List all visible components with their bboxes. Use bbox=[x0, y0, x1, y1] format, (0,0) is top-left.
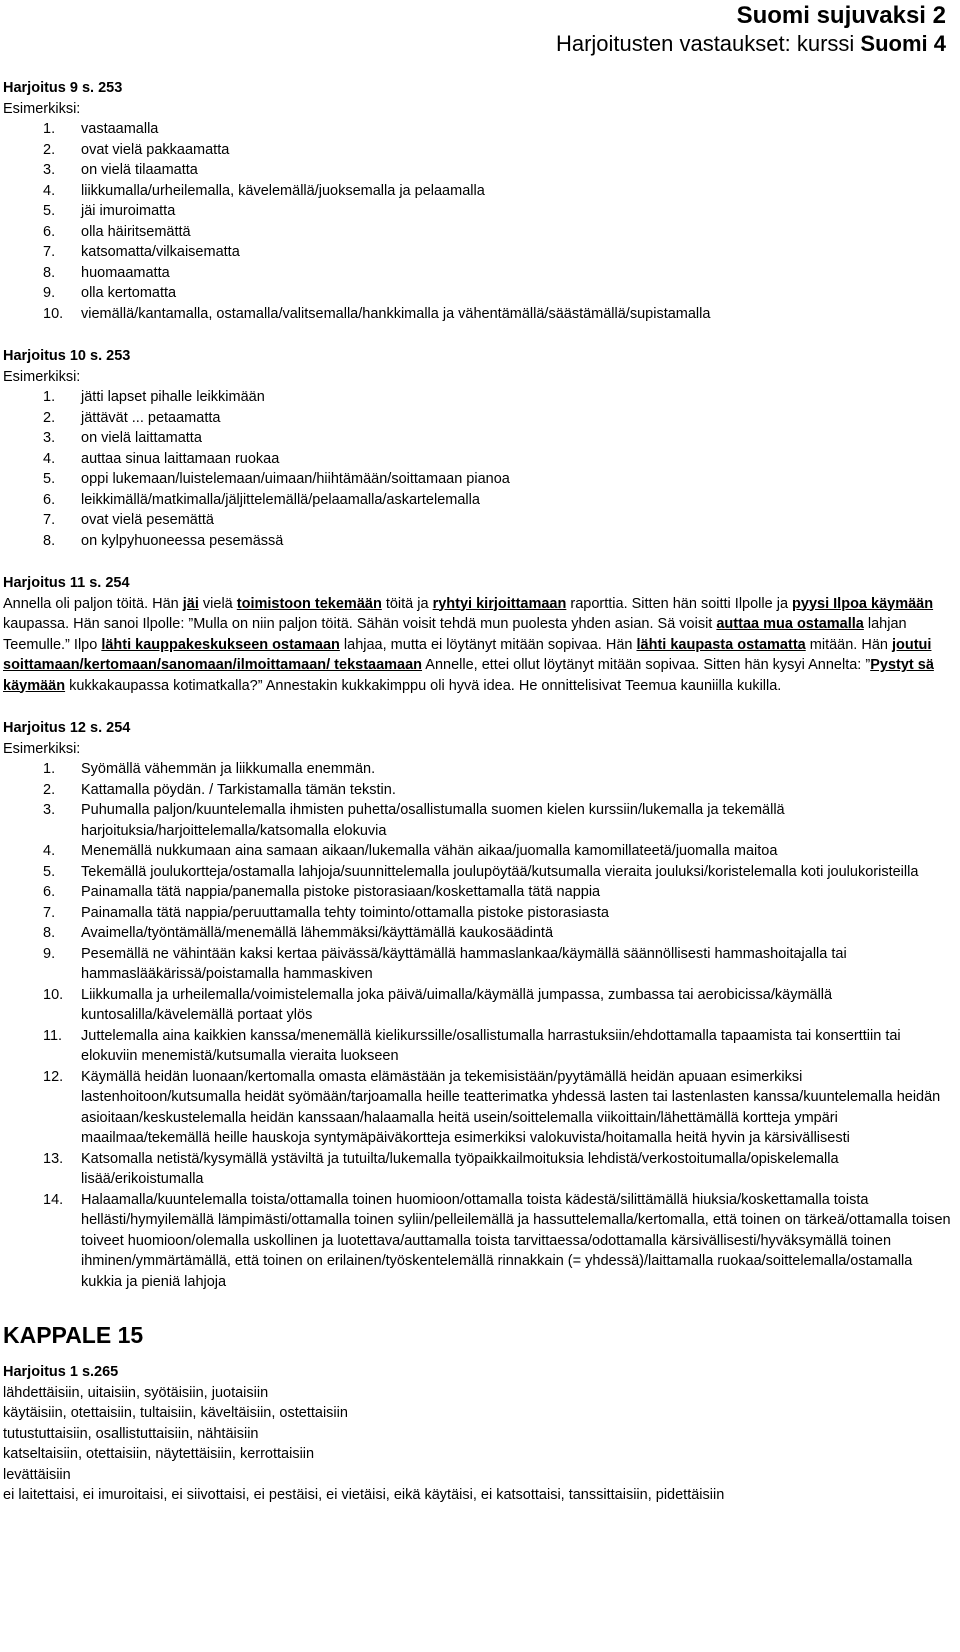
list-item bbox=[3, 780, 953, 801]
list-item-number: 10. bbox=[43, 305, 64, 322]
list-item-text: ovat vielä pakkaamatta bbox=[81, 141, 230, 158]
answer-line: katseltaisiin, otettaisiin, näytettäisiin, kerrottaisiin bbox=[3, 1446, 315, 1462]
list-item-number: 6. bbox=[43, 491, 56, 508]
list-item-text: olla häiritsemättä bbox=[81, 223, 191, 240]
exercise-10 bbox=[3, 346, 953, 551]
list-item-text: Tekemällä joulukortteja/ostamalla lahjoja/suunnittelemalla joulupöytää/kutsumalla vieraita jouluksi/koristelemalla koti joulukoristeilla bbox=[81, 863, 919, 880]
list-item-number: 1. bbox=[43, 389, 56, 405]
list-item bbox=[3, 1149, 953, 1190]
document-content bbox=[3, 78, 953, 1506]
list-item bbox=[3, 903, 953, 924]
list-item-number: 3. bbox=[43, 802, 56, 818]
list-item-text: jätti lapset pihalle leikkimään bbox=[81, 389, 265, 405]
list-item bbox=[3, 242, 953, 263]
text-segment: töitä ja bbox=[381, 595, 433, 612]
list-item-text: Syömällä vähemmän ja liikkumalla enemmän. bbox=[81, 761, 376, 777]
answer-segment: Pystyt sä käymään bbox=[3, 657, 934, 694]
list-item-text: ovat vielä pesemättä bbox=[81, 512, 214, 528]
answer-segment: jäi bbox=[182, 595, 199, 612]
list-item bbox=[3, 1067, 953, 1149]
list-item-text: Halaamalla/kuuntelemalla toista/ottamalla toinen huomioon/ottamalla toista kädestä/silittämällä hiuksia/koskettamalla toista hellästi/hymyilemällä lämpimästi/ottamalla toinen syliin/pelleilemällä ja hassuttelemalla/kertomalla, että toinen on tärkeä/ottamalla toisen toiveet huomioon/olemalla uskollinen ja luotettava/auttamalla toista tarvittaessa/odottamalla kärsivällisesti/hyväksymällä toinen ihminen/ymmärtämällä, että toinen on erilainen/työskentelemällä rinnakkain (= yhdessä)/laittamalla ruokaa/soittelemalla/ostamalla kukkia ja pieniä lahjoja bbox=[81, 1191, 951, 1290]
list-item bbox=[3, 944, 953, 985]
list-item bbox=[3, 304, 953, 325]
list-item-text: leikkimällä/matkimalla/jäljittelemällä/pelaamalla/askartelemalla bbox=[81, 491, 480, 508]
list-item bbox=[3, 119, 953, 140]
list-item-number: 1. bbox=[43, 761, 56, 777]
list-item-number: 2. bbox=[43, 141, 56, 158]
list-item bbox=[3, 1190, 953, 1293]
list-item bbox=[3, 181, 953, 202]
list-item-number: 4. bbox=[43, 182, 56, 199]
answer-segment: ryhtyi kirjoittamaan bbox=[432, 595, 567, 612]
list-item bbox=[3, 222, 953, 243]
text-segment: mitään. Hän bbox=[805, 636, 892, 653]
list-item bbox=[3, 800, 953, 841]
exercise-1 bbox=[3, 1362, 953, 1506]
exercise-1-lines bbox=[3, 1383, 953, 1506]
list-item bbox=[3, 428, 953, 449]
list-item-text: Menemällä nukkumaan aina samaan aikaan/lukemalla vähän aikaa/juomalla kamomillateetä/juomalla maitoa bbox=[81, 843, 778, 859]
list-item-number: 9. bbox=[43, 945, 56, 962]
list-item bbox=[3, 490, 953, 511]
list-item-text: Liikkumalla ja urheilemalla/voimistelemalla joka päivä/uimalla/käymällä jumpassa, zumbassa tai aerobicissa/käymällä kuntosalilla/kävelemällä portaat ylös bbox=[81, 986, 833, 1023]
list-item bbox=[3, 510, 953, 531]
exercise-12-label: Esimerkiksi: bbox=[3, 740, 81, 757]
exercise-9-list bbox=[3, 119, 953, 324]
list-item-number: 7. bbox=[43, 904, 56, 921]
list-item-number: 6. bbox=[43, 223, 56, 240]
list-item-text: jättävät ... petaamatta bbox=[81, 409, 221, 426]
list-item-number: 5. bbox=[43, 203, 56, 219]
list-item-text: auttaa sinua laittamaan ruokaa bbox=[81, 450, 280, 467]
exercise-11-paragraph bbox=[3, 594, 953, 697]
exercise-9-title: Harjoitus 9 s. 253 bbox=[3, 80, 123, 96]
answer-line: levättäisiin bbox=[3, 1466, 71, 1483]
list-item-number: 1. bbox=[43, 121, 56, 137]
list-item-number: 3. bbox=[43, 430, 56, 446]
list-item-text: Avaimella/työntämällä/menemällä lähemmäksi/käyttämällä kaukosäädintä bbox=[81, 925, 554, 941]
list-item-number: 8. bbox=[43, 925, 56, 941]
list-item bbox=[3, 1026, 953, 1067]
list-item bbox=[3, 160, 953, 181]
answer-segment: toimistoon tekemään bbox=[236, 595, 382, 612]
list-item-text: Painamalla tätä nappia/panemalla pistoke pistorasiaan/koskettamalla tätä nappia bbox=[81, 884, 601, 900]
list-item-text: Painamalla tätä nappia/peruuttamalla tehty toiminto/ottamalla pistoke pistorasiasta bbox=[81, 904, 609, 921]
list-item-text: jäi imuroimatta bbox=[81, 203, 176, 219]
list-item-text: olla kertomatta bbox=[81, 285, 177, 301]
spacer bbox=[3, 696, 953, 718]
list-item-text: on vielä tilaamatta bbox=[81, 162, 198, 178]
list-item-number: 10. bbox=[43, 986, 64, 1003]
list-item-number: 12. bbox=[43, 1068, 64, 1085]
list-item-text: Puhumalla paljon/kuuntelemalla ihmisten puhetta/osallistumalla suomen kielen kurssiin/lukemalla ja tekemällä harjoituksia/harjoittelemalla/katsomalla elokuvia bbox=[81, 802, 785, 839]
list-item-text: huomaamatta bbox=[81, 264, 170, 281]
answer-line: käytäisiin, otettaisiin, tultaisiin, käveltäisiin, ostettaisiin bbox=[3, 1405, 348, 1421]
list-item-text: Juttelemalla aina kaikkien kanssa/menemällä kielikurssille/osallistumalla harrastuksiin/ehdottamalla tapaamista tai konserttiin tai elokuviin menemistä/kutsumalla vieraita luokseen bbox=[81, 1027, 901, 1064]
list-item-number: 5. bbox=[43, 863, 56, 880]
subtitle-course: Suomi 4 bbox=[860, 31, 946, 56]
list-item-number: 14. bbox=[43, 1191, 64, 1208]
list-item bbox=[3, 387, 953, 408]
document-header bbox=[556, 2, 946, 58]
list-item bbox=[3, 841, 953, 862]
list-item bbox=[3, 140, 953, 161]
text-segment: lahjaa, mutta ei löytänyt mitään sopivaa. Hän bbox=[339, 636, 637, 653]
list-item bbox=[3, 201, 953, 222]
text-segment: kaupassa. Hän sanoi Ilpolle: ”Mulla on niin paljon töitä. Sähän voisit tehdä mun puolesta yhden asian. Sä voisit bbox=[3, 616, 717, 632]
list-item bbox=[3, 759, 953, 780]
list-item-text: vastaamalla bbox=[81, 121, 159, 137]
list-item-number: 11. bbox=[43, 1027, 63, 1044]
exercise-9-label: Esimerkiksi: bbox=[3, 100, 81, 117]
list-item bbox=[3, 923, 953, 944]
list-item bbox=[3, 263, 953, 284]
exercise-12 bbox=[3, 718, 953, 1292]
answer-segment: lähti kauppakeskukseen ostamaan bbox=[101, 636, 340, 653]
list-item-number: 5. bbox=[43, 471, 56, 487]
list-item-number: 8. bbox=[43, 264, 56, 281]
list-item bbox=[3, 882, 953, 903]
exercise-9 bbox=[3, 78, 953, 324]
list-item bbox=[3, 283, 953, 304]
spacer bbox=[3, 551, 953, 573]
exercise-10-list bbox=[3, 387, 953, 551]
exercise-11 bbox=[3, 573, 953, 696]
text-segment: lahjan Teemulle.” Ilpo bbox=[3, 616, 907, 653]
text-segment: Annelle, ettei ollut löytänyt mitään sopivaa. Sitten hän kysyi Annelta: ” bbox=[422, 657, 871, 673]
list-item-number: 4. bbox=[43, 843, 56, 859]
exercise-10-label: Esimerkiksi: bbox=[3, 368, 81, 385]
list-item bbox=[3, 531, 953, 552]
list-item-text: on kylpyhuoneessa pesemässä bbox=[81, 532, 284, 549]
subtitle-prefix: Harjoitusten vastaukset: kurssi bbox=[555, 31, 861, 56]
exercise-12-list bbox=[3, 759, 953, 1292]
list-item bbox=[3, 469, 953, 490]
answer-line: tutustuttaisiin, osallistuttaisiin, nähtäisiin bbox=[3, 1425, 259, 1442]
list-item-number: 7. bbox=[43, 512, 56, 528]
document-subtitle bbox=[556, 30, 946, 58]
list-item-number: 7. bbox=[43, 244, 56, 260]
list-item bbox=[3, 985, 953, 1026]
list-item-text: on vielä laittamatta bbox=[81, 430, 202, 446]
list-item-number: 4. bbox=[43, 450, 56, 467]
list-item-number: 3. bbox=[43, 162, 56, 178]
document-title: Suomi sujuvaksi 2 bbox=[736, 2, 946, 29]
answer-segment: pyysi Ilpoa käymään bbox=[792, 595, 934, 612]
answer-segment: joutui soittamaan/kertomaan/sanomaan/ilmoittamaan/ tekstaamaan bbox=[3, 636, 932, 673]
list-item-number: 9. bbox=[43, 285, 56, 301]
list-item bbox=[3, 408, 953, 429]
answer-segment: auttaa mua ostamalla bbox=[716, 616, 864, 632]
list-item-number: 6. bbox=[43, 884, 56, 900]
chapter-heading: KAPPALE 15 bbox=[3, 1322, 144, 1348]
list-item-text: Käymällä heidän luonaan/kertomalla omasta elämästään ja tekemisistään/pyytämällä heidän apuaan esimerkiksi lastenhoitoon/kutsumalla heidät syömään/tarjoamalla heille teatterimatka yhdessä lasten tai lastenlasten kanssa/kuuntelemalla heidän asioitaan/keskustelemalla heidän kanssaan/halaamalla heitä usein/soittelemalla viikoittain/lähettämällä kortteja ympäri maailmaa/tekemällä heille hauskoja syntymäpäiväkortteja esimerkiksi valokuvista/hoitamalla heitä hyvin ja kärsivällisesti bbox=[81, 1068, 941, 1146]
list-item-number: 2. bbox=[43, 781, 56, 798]
text-segment: raporttia. Sitten hän soitti Ilpolle ja bbox=[566, 595, 793, 612]
list-item-text: viemällä/kantamalla, ostamalla/valitsemalla/hankkimalla ja vähentämällä/säästämällä/supistamalla bbox=[81, 305, 711, 322]
list-item bbox=[3, 449, 953, 470]
list-item-text: Katsomalla netistä/kysymällä ystäviltä ja tutuilta/lukemalla työpaikkailmoituksia lehdistä/verkostoitumalla/opiskelemalla lisää/erikoistumalla bbox=[81, 1150, 839, 1187]
list-item-text: oppi lukemaan/luistelemaan/uimaan/hiihtämään/soittamaan pianoa bbox=[81, 471, 510, 487]
list-item-number: 8. bbox=[43, 532, 56, 549]
answer-line: lähdettäisiin, uitaisiin, syötäisiin, juotaisiin bbox=[3, 1384, 269, 1401]
list-item-text: liikkumalla/urheilemalla, kävelemällä/juoksemalla ja pelaamalla bbox=[81, 182, 485, 199]
text-segment: vielä bbox=[198, 595, 237, 612]
text-segment: Annella oli paljon töitä. Hän bbox=[3, 595, 183, 612]
list-item-text: Pesemällä ne vähintään kaksi kertaa päivässä/käyttämällä hammaslankaa/käymällä säännöllisesti hammashoitajalla tai hammaslääkärissä/poistamalla hammaskiven bbox=[81, 945, 847, 982]
list-item-text: katsomatta/vilkaisematta bbox=[81, 244, 240, 260]
spacer bbox=[3, 324, 953, 346]
list-item-number: 13. bbox=[43, 1150, 64, 1167]
answer-line: ei laitettaisi, ei imuroitaisi, ei siivottaisi, ei pestäisi, ei vietäisi, eikä käytäisi, ei katsottaisi, tanssittaisiin, pidettäisiin bbox=[3, 1487, 725, 1503]
list-item-number: 2. bbox=[43, 409, 56, 426]
exercise-10-title: Harjoitus 10 s. 253 bbox=[3, 348, 131, 364]
exercise-11-title: Harjoitus 11 s. 254 bbox=[3, 575, 130, 591]
text-segment: kukkakaupassa kotimatkalla?” Annestakin kukkakimppu oli hyvä idea. He onnittelisivat Teemua kauniilla kukilla. bbox=[65, 677, 782, 694]
answer-segment: lähti kaupasta ostamatta bbox=[636, 636, 806, 653]
exercise-1-title: Harjoitus 1 s.265 bbox=[3, 1364, 119, 1380]
exercise-12-title: Harjoitus 12 s. 254 bbox=[3, 720, 131, 736]
list-item bbox=[3, 862, 953, 883]
list-item-text: Kattamalla pöydän. / Tarkistamalla tämän tekstin. bbox=[81, 781, 396, 798]
